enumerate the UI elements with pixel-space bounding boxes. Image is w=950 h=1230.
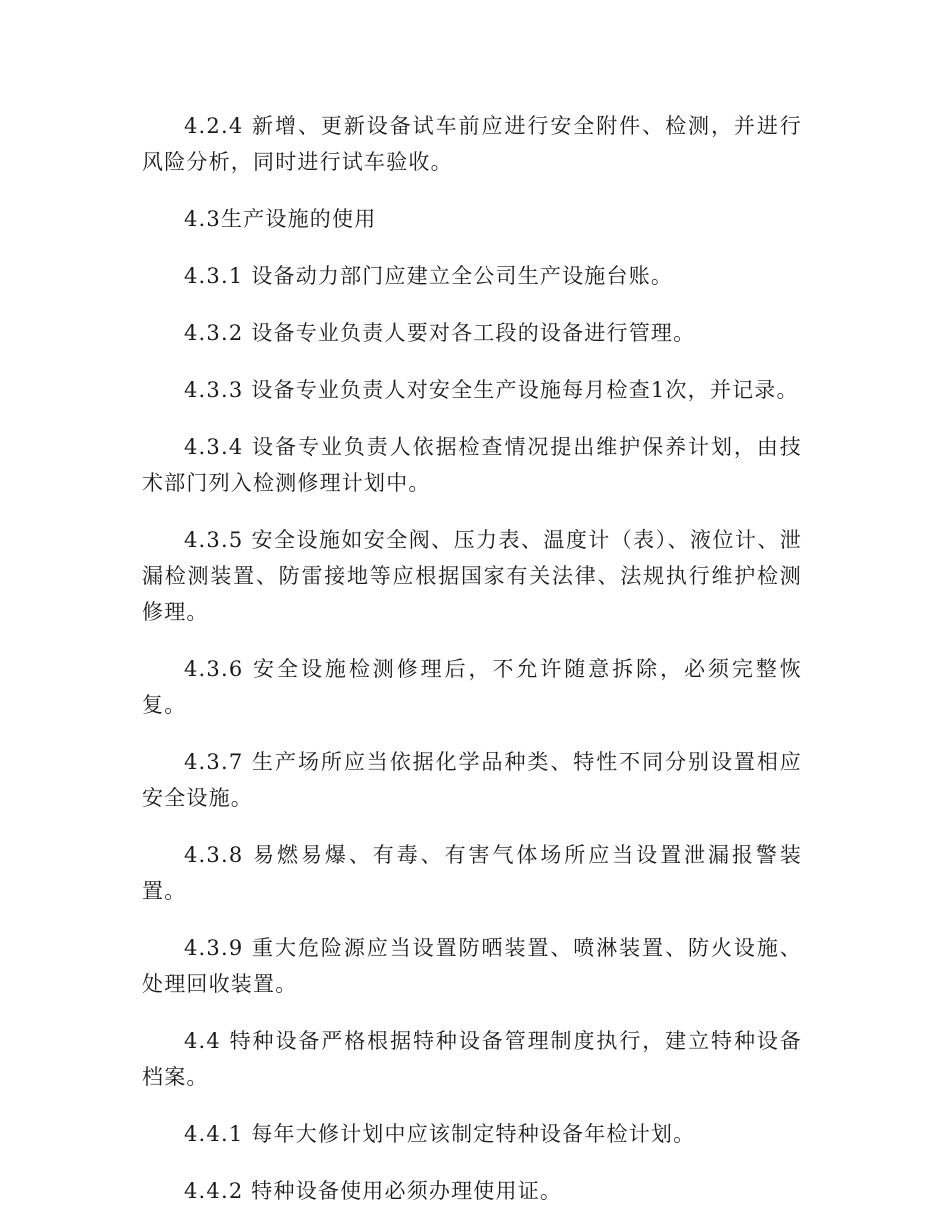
paragraph-4-3-9: 4.3.9 重大危险源应当设置防晒装置、喷淋装置、防火设施、处理回收装置。 bbox=[142, 936, 802, 996]
paragraph-4-3-1: 4.3.1 设备动力部门应建立全公司生产设施台账。 bbox=[184, 264, 674, 288]
paragraph-4-3-7: 4.3.7 生产场所应当依据化学品种类、特性不同分别设置相应安全设施。 bbox=[142, 750, 802, 810]
paragraph-4-4-1: 4.4.1 每年大修计划中应该制定特种设备年检计划。 bbox=[184, 1122, 696, 1146]
paragraph-4-3-2: 4.3.2 设备专业负责人要对各工段的设备进行管理。 bbox=[184, 321, 696, 345]
section-heading-4-3: 4.3生产设施的使用 bbox=[184, 207, 377, 231]
paragraph-4-4: 4.4 特种设备严格根据特种设备管理制度执行，建立特种设备档案。 bbox=[142, 1029, 802, 1089]
paragraph-4-3-6: 4.3.6 安全设施检测修理后，不允许随意拆除，必须完整恢复。 bbox=[142, 657, 802, 717]
paragraph-4-2-4: 4.2.4 新增、更新设备试车前应进行安全附件、检测，并进行风险分析，同时进行试车验收。 bbox=[142, 114, 802, 174]
paragraph-4-3-5: 4.3.5 安全设施如安全阀、压力表、温度计（表）、液位计、泄漏检测装置、防雷接地等应根据国家有关法律、法规执行维护检测修理。 bbox=[142, 528, 802, 624]
document-body bbox=[142, 108, 802, 1230]
paragraph-4-3-8: 4.3.8 易燃易爆、有毒、有害气体场所应当设置泄漏报警装置。 bbox=[142, 843, 802, 903]
paragraph-4-3-3: 4.3.3 设备专业负责人对安全生产设施每月检查1次，并记录。 bbox=[184, 378, 799, 402]
paragraph-4-3-4: 4.3.4 设备专业负责人依据检查情况提出维护保养计划，由技术部门列入检测修理计划中。 bbox=[142, 435, 802, 495]
paragraph-4-4-2: 4.4.2 特种设备使用必须办理使用证。 bbox=[184, 1179, 563, 1203]
